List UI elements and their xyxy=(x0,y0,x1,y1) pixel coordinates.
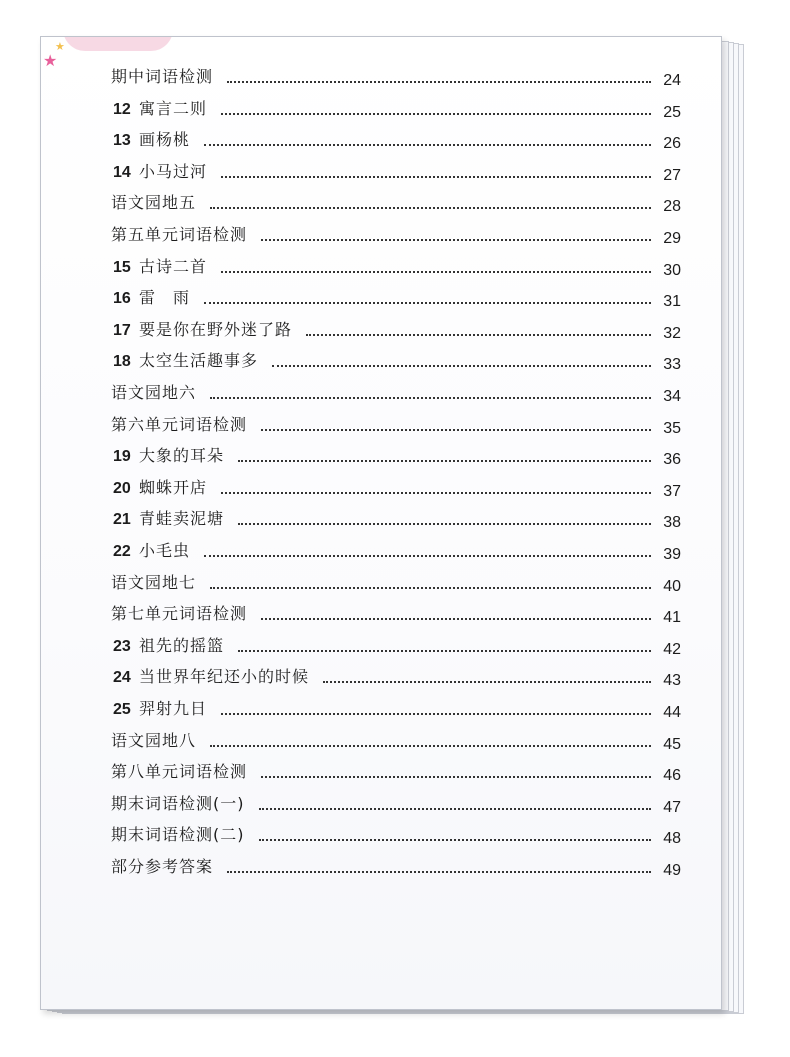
toc-entry-number: 25 xyxy=(113,701,131,718)
toc-entry xyxy=(111,182,681,216)
dot-leader xyxy=(221,176,651,178)
dot-leader xyxy=(204,144,651,146)
dot-leader xyxy=(261,239,651,241)
dot-leader xyxy=(259,808,652,810)
toc-entry xyxy=(111,119,681,153)
toc-entry-page-number: 40 xyxy=(663,577,681,595)
toc-entry-title: 雷 雨 xyxy=(139,288,191,308)
toc-entry-title: 第八单元词语检测 xyxy=(111,762,248,782)
toc-entry-page-number: 48 xyxy=(663,830,681,848)
toc-entry xyxy=(111,562,681,593)
dot-leader xyxy=(261,776,651,778)
dot-leader xyxy=(261,618,651,620)
dot-leader xyxy=(306,334,651,336)
toc-entry-title: 语文园地六 xyxy=(111,383,197,402)
toc-entry xyxy=(111,151,681,182)
toc-entry-title: 第五单元词语检测 xyxy=(111,225,248,244)
toc-entry xyxy=(111,56,681,87)
toc-entry-title: 语文园地五 xyxy=(111,193,197,213)
dot-leader xyxy=(210,397,651,399)
toc-entry-page-number: 29 xyxy=(663,230,681,247)
toc-entry-page-number: 36 xyxy=(663,451,681,469)
dot-leader xyxy=(259,839,652,841)
toc-entry-page-number: 41 xyxy=(663,609,681,627)
document-page xyxy=(40,36,722,1010)
dot-leader xyxy=(210,745,651,747)
cloud-decoration xyxy=(63,36,173,51)
toc-entry-title: 期末词语检测(二) xyxy=(111,825,245,845)
dot-leader xyxy=(227,871,651,873)
dot-leader xyxy=(204,555,651,557)
dot-leader xyxy=(227,81,651,83)
dot-leader xyxy=(221,492,651,494)
toc-entry-number: 14 xyxy=(113,163,131,181)
toc-entry xyxy=(111,372,681,403)
dot-leader xyxy=(261,429,651,431)
toc-entry xyxy=(111,246,681,277)
toc-entry-title: 青蛙卖泥塘 xyxy=(139,509,225,529)
toc-entry-title: 要是你在野外迷了路 xyxy=(139,319,293,339)
toc-entry xyxy=(111,214,681,245)
toc-entry xyxy=(111,720,681,751)
toc-entry xyxy=(111,688,681,719)
toc-entry-page-number: 30 xyxy=(663,261,681,279)
toc-entry-title: 当世界年纪还小的时候 xyxy=(139,667,310,687)
toc-entry-number: 20 xyxy=(113,479,131,497)
dot-leader xyxy=(323,681,651,683)
toc-entry xyxy=(111,846,681,877)
dot-leader xyxy=(221,113,651,115)
toc-entry-title: 第六单元词语检测 xyxy=(111,414,248,434)
toc-entry xyxy=(111,88,681,119)
toc-entry xyxy=(111,593,681,627)
toc-entry xyxy=(111,467,681,498)
toc-entry-title: 画杨桃 xyxy=(139,130,191,150)
toc-entry xyxy=(111,340,681,374)
dot-leader xyxy=(272,365,651,367)
star-icon: ★ xyxy=(55,40,65,53)
dot-leader xyxy=(221,713,651,715)
toc-entry-page-number: 33 xyxy=(663,356,681,374)
toc-entry-title: 蜘蛛开店 xyxy=(139,477,208,497)
star-icon: ★ xyxy=(43,51,58,70)
dot-leader xyxy=(210,587,651,589)
toc-entry-page-number: 28 xyxy=(663,198,681,216)
toc-entry-page-number: 31 xyxy=(663,293,681,311)
toc-entry-title: 祖先的摇篮 xyxy=(139,635,225,655)
toc-entry-title: 语文园地八 xyxy=(111,730,197,750)
toc-entry-title: 小马过河 xyxy=(139,161,208,181)
toc-entry-page-number: 24 xyxy=(663,72,681,89)
toc-entry-number: 22 xyxy=(113,543,131,560)
toc-entry-page-number: 49 xyxy=(663,862,681,879)
toc-entry-title: 寓言二则 xyxy=(139,98,208,118)
toc-entry-page-number: 32 xyxy=(663,324,681,342)
toc-entry xyxy=(111,309,681,340)
toc-entry-number: 15 xyxy=(113,258,131,276)
toc-entry-page-number: 43 xyxy=(663,672,681,690)
toc-entry xyxy=(111,625,681,656)
toc-entry-page-number: 25 xyxy=(663,103,681,121)
toc-entry-number: 19 xyxy=(113,448,131,466)
toc-entry-page-number: 26 xyxy=(663,135,681,153)
toc-entry-title: 羿射九日 xyxy=(139,699,208,718)
toc-entry-title: 语文园地七 xyxy=(111,572,197,592)
toc-entry xyxy=(111,530,681,561)
toc-entry-number: 12 xyxy=(113,100,131,118)
toc-entry-title: 小毛虫 xyxy=(139,541,191,560)
toc-entry xyxy=(111,498,681,532)
dot-leader xyxy=(238,650,651,652)
toc-entry-title: 大象的耳朵 xyxy=(139,446,225,466)
toc-entry xyxy=(111,404,681,435)
dot-leader xyxy=(221,271,651,273)
toc-entry-title: 部分参考答案 xyxy=(111,857,214,876)
toc-entry-page-number: 38 xyxy=(663,514,681,532)
toc-entry xyxy=(111,814,681,848)
toc-entry-number: 23 xyxy=(113,637,131,655)
toc-entry-page-number: 35 xyxy=(663,419,681,437)
toc-entry xyxy=(111,783,681,814)
toc-entry-number: 13 xyxy=(113,132,131,150)
toc-entry xyxy=(111,751,681,785)
toc-entry-title: 太空生活趣事多 xyxy=(139,351,259,371)
dot-leader xyxy=(204,302,651,304)
toc-entry xyxy=(111,435,681,469)
toc-entry-number: 21 xyxy=(113,511,131,529)
toc-entry-page-number: 34 xyxy=(663,388,681,405)
toc-entry-page-number: 45 xyxy=(663,735,681,753)
toc-entry-page-number: 47 xyxy=(663,798,681,816)
toc-entry xyxy=(111,656,681,690)
toc-entry xyxy=(111,277,681,311)
dot-leader xyxy=(238,460,651,462)
toc-entry-page-number: 46 xyxy=(663,767,681,785)
toc-entry-page-number: 42 xyxy=(663,640,681,658)
dot-leader xyxy=(210,207,651,209)
toc-entry-number: 24 xyxy=(113,669,131,687)
toc-entry-number: 18 xyxy=(113,353,131,371)
toc-entry-title: 第七单元词语检测 xyxy=(111,604,248,624)
toc-entry-number: 16 xyxy=(113,290,131,308)
toc-entry-title: 期末词语检测(一) xyxy=(111,793,245,813)
toc-entry-page-number: 39 xyxy=(663,546,681,563)
toc-entry-title: 古诗二首 xyxy=(139,256,208,276)
toc-entry-number: 17 xyxy=(113,321,131,339)
toc-entry-title: 期中词语检测 xyxy=(111,67,214,86)
toc-entry-page-number: 37 xyxy=(663,482,681,500)
toc-entry-page-number: 27 xyxy=(663,166,681,184)
dot-leader xyxy=(238,523,651,525)
toc-entry-page-number: 44 xyxy=(663,704,681,721)
